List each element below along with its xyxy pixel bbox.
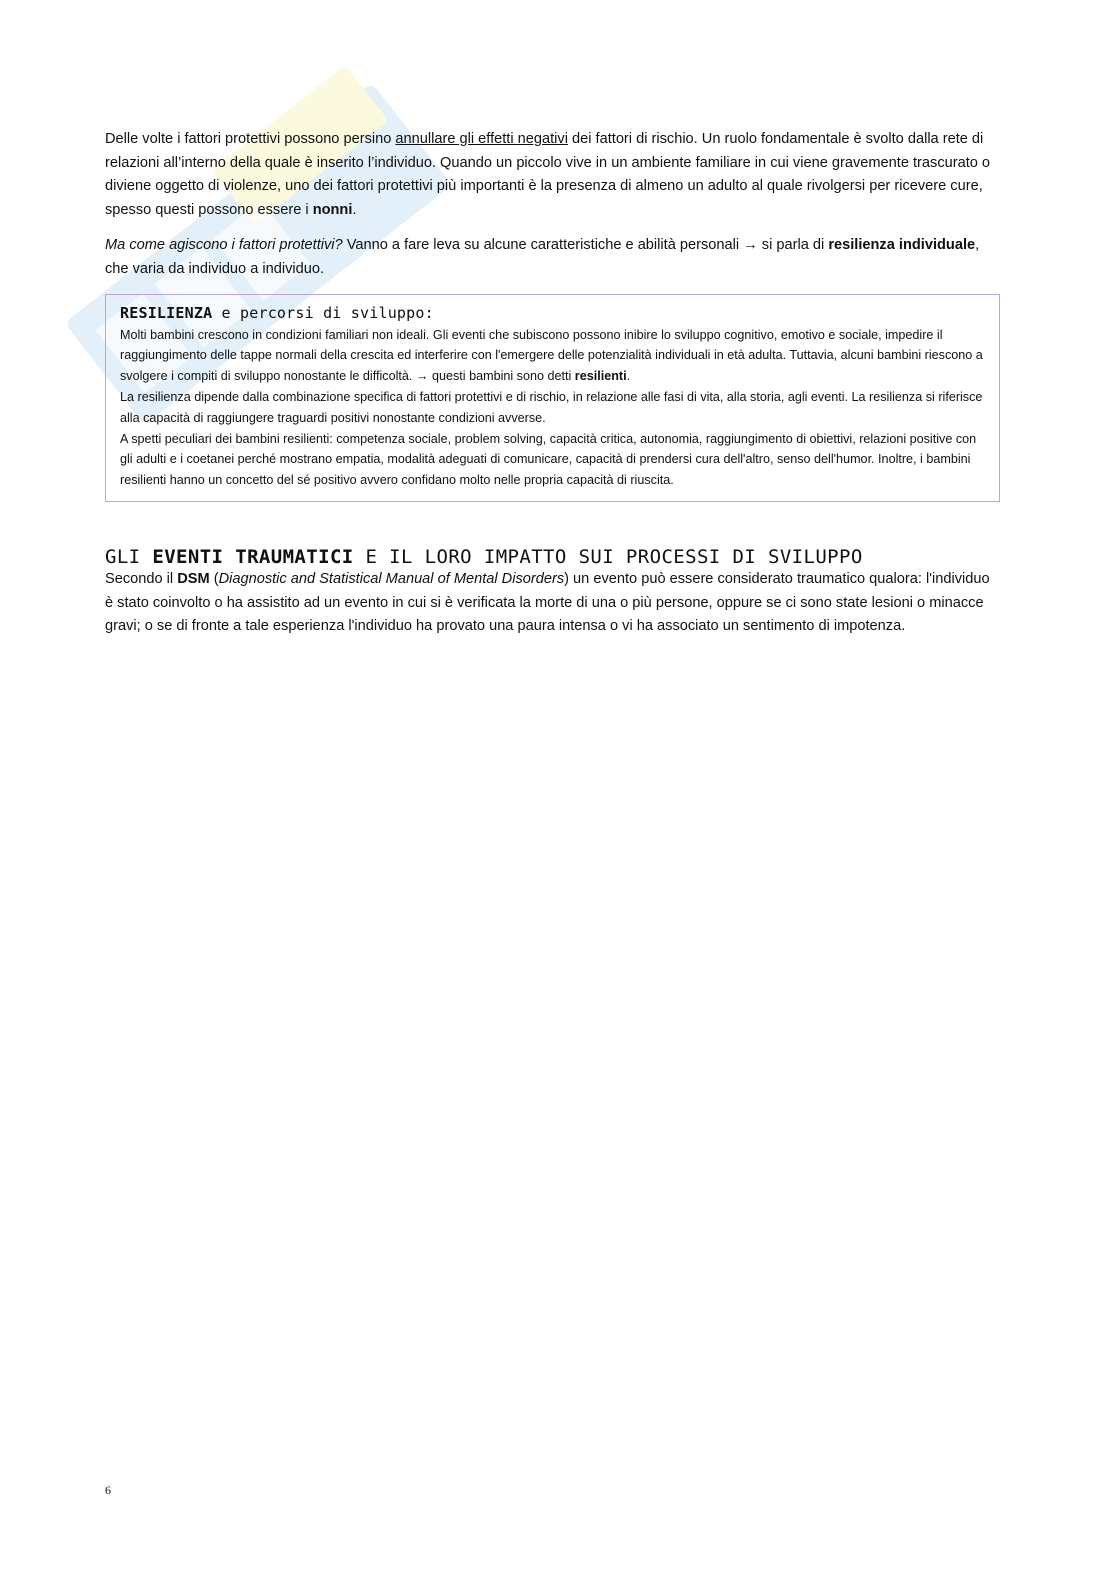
callout-paragraph-3: A spetti peculiari dei bambini resilienti: competenza sociale, problem solving, capacità critica, autonomia, raggiungimento di obiettivi, relazioni positive con gli adulti e i coetanei perché mostrano empatia, modalità adeguati di comunicare, capacità di prendersi cura dell'altro, senso dell'humor. Inoltre, i bambini resilienti hanno un concetto del sé positivo avvero confidano molto nelle propria capacità di riuscita. — [120, 431, 977, 488]
bold-term: nonni — [312, 201, 353, 218]
paragraph-dsm: Secondo il DSM (Diagnostic and Statistical Manual of Mental Disorders) un evento può essere considerato traumatico qualora: l'individuo è stato coinvolto o ha assistito ad un evento in cui si è verificata la morte di una o più persone, oppure se ci sono state lesioni o minacce gravi; o se di fronte a tale esperienza l'individuo ha provato una paura intensa o vi ha associato un sentimento di impotenza. — [105, 570, 990, 635]
section-heading: GLI EVENTI TRAUMATICI E IL LORO IMPATTO SUI PROCESSI DI SVILUPPO — [105, 545, 863, 568]
bold-term: resilienza individuale — [828, 237, 976, 254]
paragraph-how-they-act: Ma come agiscono i fattori protettivi? Vanno a fare leva su alcune caratteristiche e abilità personali → si parla di resilienza individuale, che varia da individuo a individuo. — [105, 237, 980, 277]
page-content — [105, 128, 1000, 651]
resilience-callout-box — [105, 294, 1000, 502]
paragraph-protective-factors: Delle volte i fattori protettivi possono persino annullare gli effetti negativi dei fattori di rischio. Un ruolo fondamentale è svolto dalla rete di relazioni all’interno della quale è inserito l’individuo. Quando un piccolo vive in un ambiente familiare in cui viene gravemente trascurato o diviene oggetto di violenze, uno dei fattori protettivi più importanti è la presenza di almeno un adulto al quale rivolgersi per ricevere cure, spesso questi possono essere i nonni. — [105, 131, 991, 218]
page-number: 6 — [105, 1483, 111, 1497]
italic-question: Ma come agiscono i fattori protettivi? — [105, 237, 343, 254]
callout-paragraph-2: La resilienza dipende dalla combinazione specifica di fattori protettivi e di rischio, in relazione alle fasi di vita, alla storia, agli eventi. La resilienza si riferisce alla capacità di raggiungere traguardi positivi nonostante condizioni avverse. — [120, 389, 983, 425]
callout-paragraph-1: Molti bambini crescono in condizioni familiari non ideali. Gli eventi che subiscono possono inibire lo sviluppo cognitivo, emotivo e sociale, impedire il raggiungimento delle tappe normali della crescita ed interferire con l'emergere delle potenzialità individuali in età adulta. Tuttavia, alcuni bambini riescono a svolgere i compiti di sviluppo nonostante le difficoltà. → questi bambini sono detti resilienti. — [120, 327, 983, 384]
underlined-phrase: annullare gli effetti negativi — [395, 131, 568, 147]
callout-title: RESILIENZA e percorsi di sviluppo: — [120, 303, 434, 322]
